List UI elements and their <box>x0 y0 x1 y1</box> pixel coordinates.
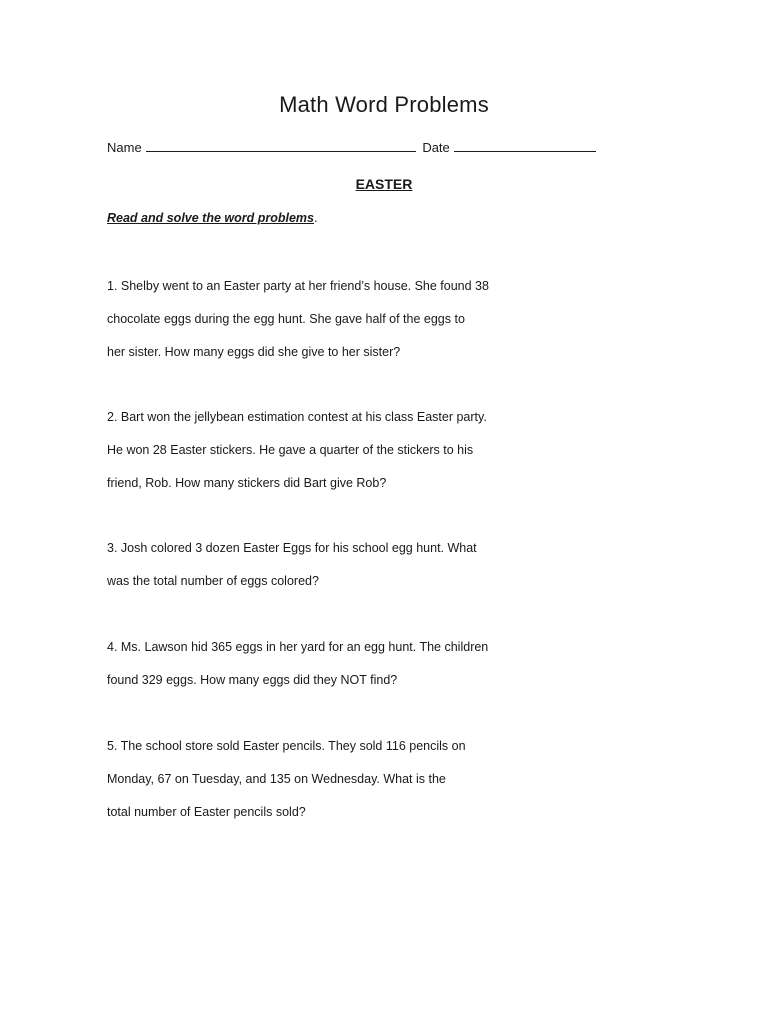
name-date-line <box>107 139 596 155</box>
date-label: Date <box>422 140 450 155</box>
problem-line: friend, Rob. How many stickers did Bart give Rob? <box>107 476 387 490</box>
problem-line: Monday, 67 on Tuesday, and 135 on Wednesday. What is the <box>107 772 446 786</box>
instructions-text: Read and solve the word problems <box>107 211 314 225</box>
instructions <box>107 211 317 225</box>
name-blank-line <box>146 139 416 152</box>
problem-line: chocolate eggs during the egg hunt. She gave half of the eggs to <box>107 312 465 326</box>
problem-5 <box>107 738 466 837</box>
problem-line: was the total number of eggs colored? <box>107 574 319 588</box>
section-heading: EASTER <box>355 176 413 192</box>
problem-line: 4. Ms. Lawson hid 365 eggs in her yard for an egg hunt. The children <box>107 640 489 654</box>
instructions-punctuation: . <box>314 211 318 225</box>
problem-4 <box>107 639 488 705</box>
problem-line: found 329 eggs. How many eggs did they NOT find? <box>107 673 398 687</box>
problem-line: her sister. How many eggs did she give to her sister? <box>107 345 401 359</box>
problem-line: total number of Easter pencils sold? <box>107 805 306 819</box>
problem-3 <box>107 540 477 606</box>
problem-line: 2. Bart won the jellybean estimation contest at his class Easter party. <box>107 410 487 424</box>
date-blank-line <box>454 139 596 152</box>
problem-1 <box>107 278 489 377</box>
problem-line: 5. The school store sold Easter pencils. They sold 116 pencils on <box>107 739 466 753</box>
problem-line: 1. Shelby went to an Easter party at her friend’s house. She found 38 <box>107 279 489 293</box>
page-title: Math Word Problems <box>279 92 489 117</box>
problem-line: 3. Josh colored 3 dozen Easter Eggs for his school egg hunt. What <box>107 541 477 555</box>
name-label: Name <box>107 140 142 155</box>
problem-2 <box>107 409 487 508</box>
problem-line: He won 28 Easter stickers. He gave a quarter of the stickers to his <box>107 443 474 457</box>
